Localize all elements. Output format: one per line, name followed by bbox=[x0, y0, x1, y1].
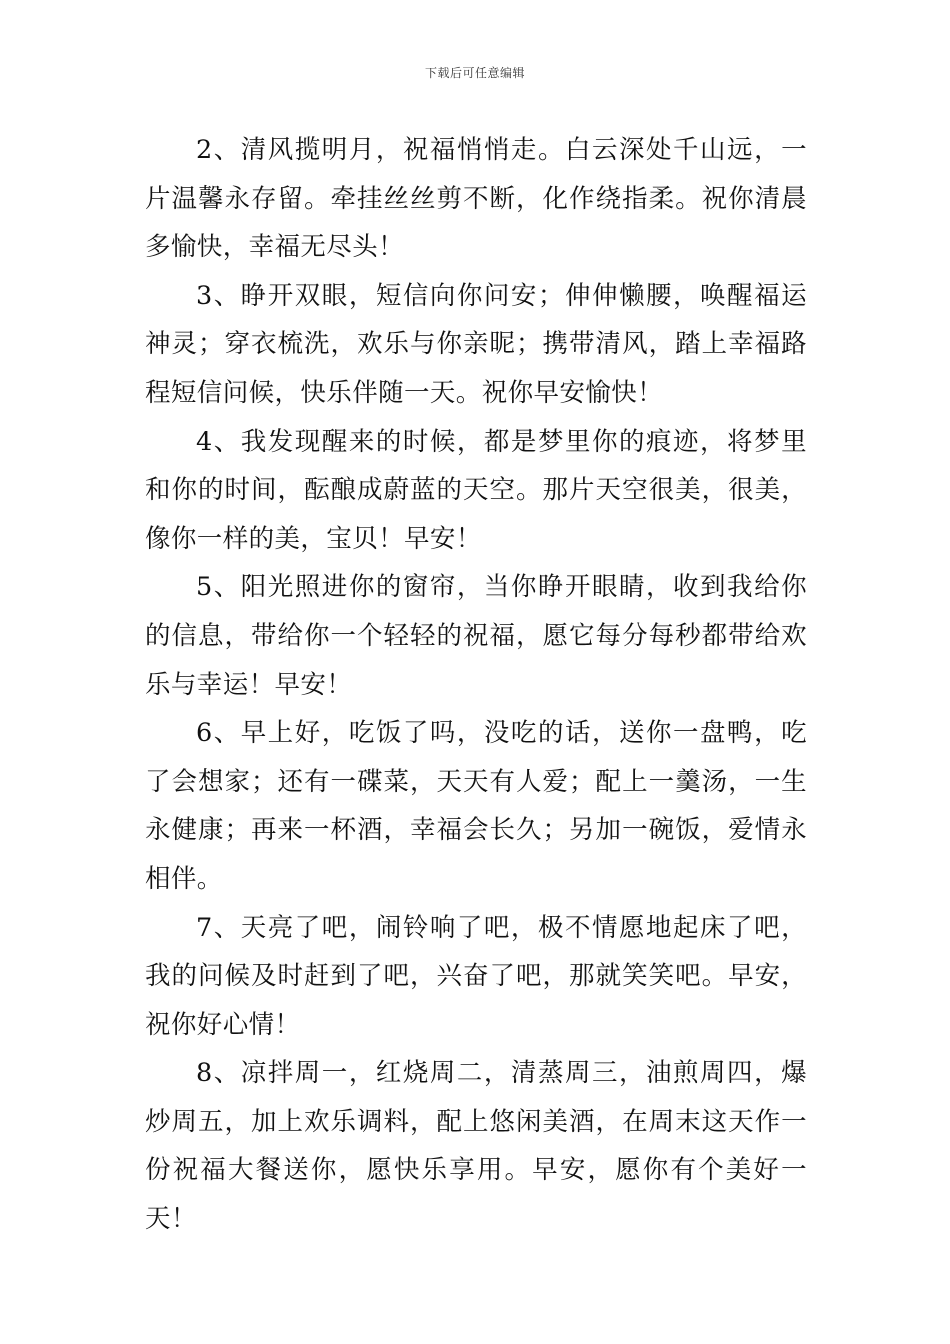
paragraph-7: 7、天亮了吧，闹铃响了吧，极不情愿地起床了吧，我的问候及时赶到了吧，兴奋了吧，那就笑笑吧。早安，祝你好心情！ bbox=[145, 912, 807, 1040]
paragraph-2: 2、清风揽明月，祝福悄悄走。白云深处千山远，一片温馨永存留。牵挂丝丝剪不断，化作绕指柔。祝你清晨多愉快，幸福无尽头！ bbox=[145, 135, 807, 263]
paragraph-3: 3、睁开双眼，短信向你问安；伸伸懒腰，唤醒福运神灵；穿衣梳洗，欢乐与你亲昵；携带清风，踏上幸福路程短信问候，快乐伴随一天。祝你早安愉快！ bbox=[145, 280, 807, 408]
page-header-note: 下载后可任意编辑 bbox=[424, 66, 525, 80]
document-body bbox=[145, 126, 807, 1244]
paragraph-5: 5、阳光照进你的窗帘，当你睁开眼睛，收到我给你的信息，带给你一个轻轻的祝福，愿它每分每秒都带给欢乐与幸运！早安！ bbox=[145, 572, 807, 700]
paragraph-8: 8、凉拌周一，红烧周二，清蒸周三，油煎周四，爆炒周五，加上欢乐调料，配上悠闲美酒，在周末这天作一份祝福大餐送你，愿快乐享用。早安，愿你有个美好一天！ bbox=[145, 1058, 807, 1235]
paragraph-6: 6、早上好，吃饭了吗，没吃的话，送你一盘鸭，吃了会想家；还有一碟菜，天天有人爱；配上一羹汤，一生永健康；再来一杯酒，幸福会长久；另加一碗饭，爱情永相伴。 bbox=[145, 718, 807, 894]
paragraph-4: 4、我发现醒来的时候，都是梦里你的痕迹，将梦里和你的时间，酝酿成蔚蓝的天空。那片天空很美，很美，像你一样的美，宝贝！早安！ bbox=[145, 426, 807, 554]
